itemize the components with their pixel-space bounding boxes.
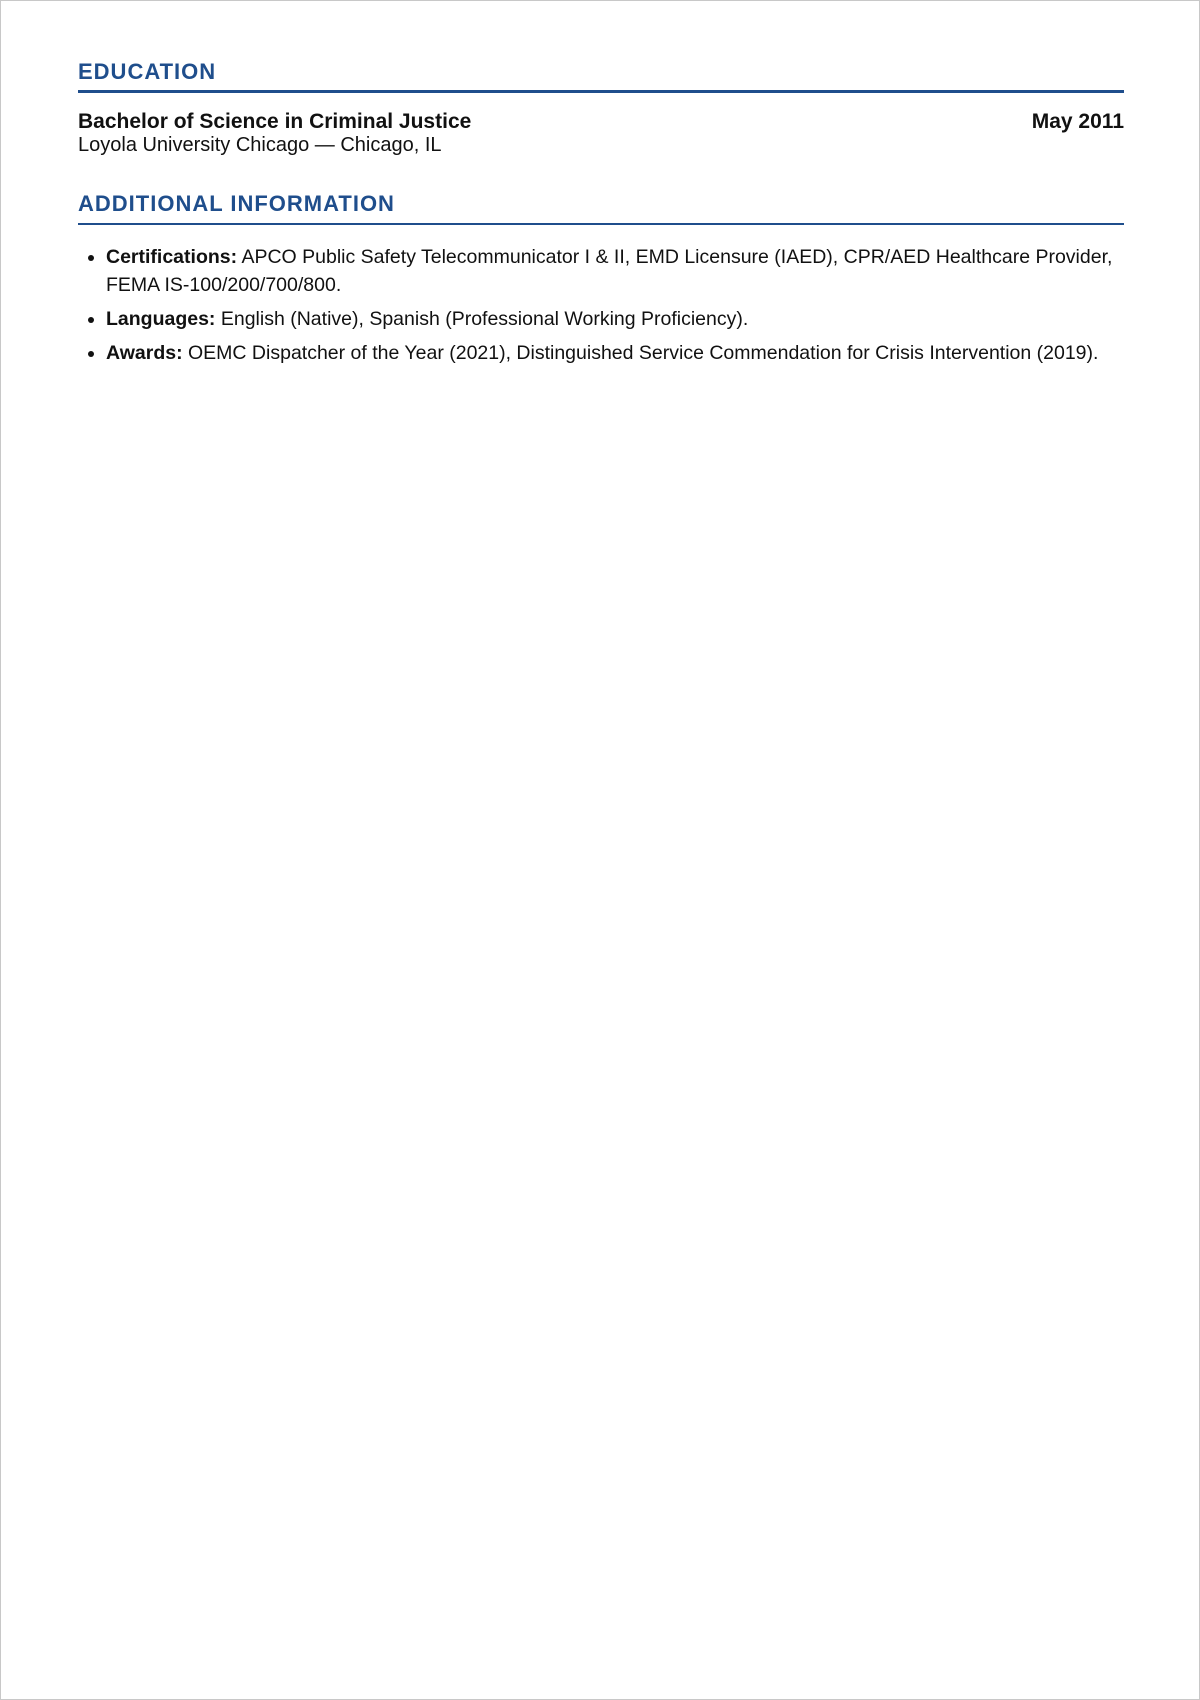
school-name: Loyola University Chicago — Chicago, IL [78,134,442,157]
list-item-awards [106,339,1124,367]
additional-info-list [78,243,1124,367]
list-item-certifications [106,243,1124,299]
additional-info-section [78,191,1124,366]
item-text: English (Native), Spanish (Professional Working Proficiency). [215,307,749,330]
education-heading: EDUCATION [78,59,1124,93]
item-text: OEMC Dispatcher of the Year (2021), Distinguished Service Commendation for Crisis Intervention (2019). [182,341,1099,364]
education-section [78,59,1124,156]
list-item-languages [106,305,1124,333]
item-label: Languages: [106,307,216,330]
additional-info-heading: ADDITIONAL INFORMATION [78,191,1124,224]
education-entry [78,110,1124,156]
resume-content [78,59,1124,373]
item-label: Awards: [106,341,183,364]
graduation-date: May 2011 [1031,110,1124,134]
degree-title: Bachelor of Science in Criminal Justice [78,110,472,134]
item-text: APCO Public Safety Telecommunicator I & II, EMD Licensure (IAED), CPR/AED Healthcare Provider, FEMA IS-100/200/700/800. [106,245,1113,296]
education-degree-row [78,110,1124,133]
item-label: Certifications: [106,245,238,268]
